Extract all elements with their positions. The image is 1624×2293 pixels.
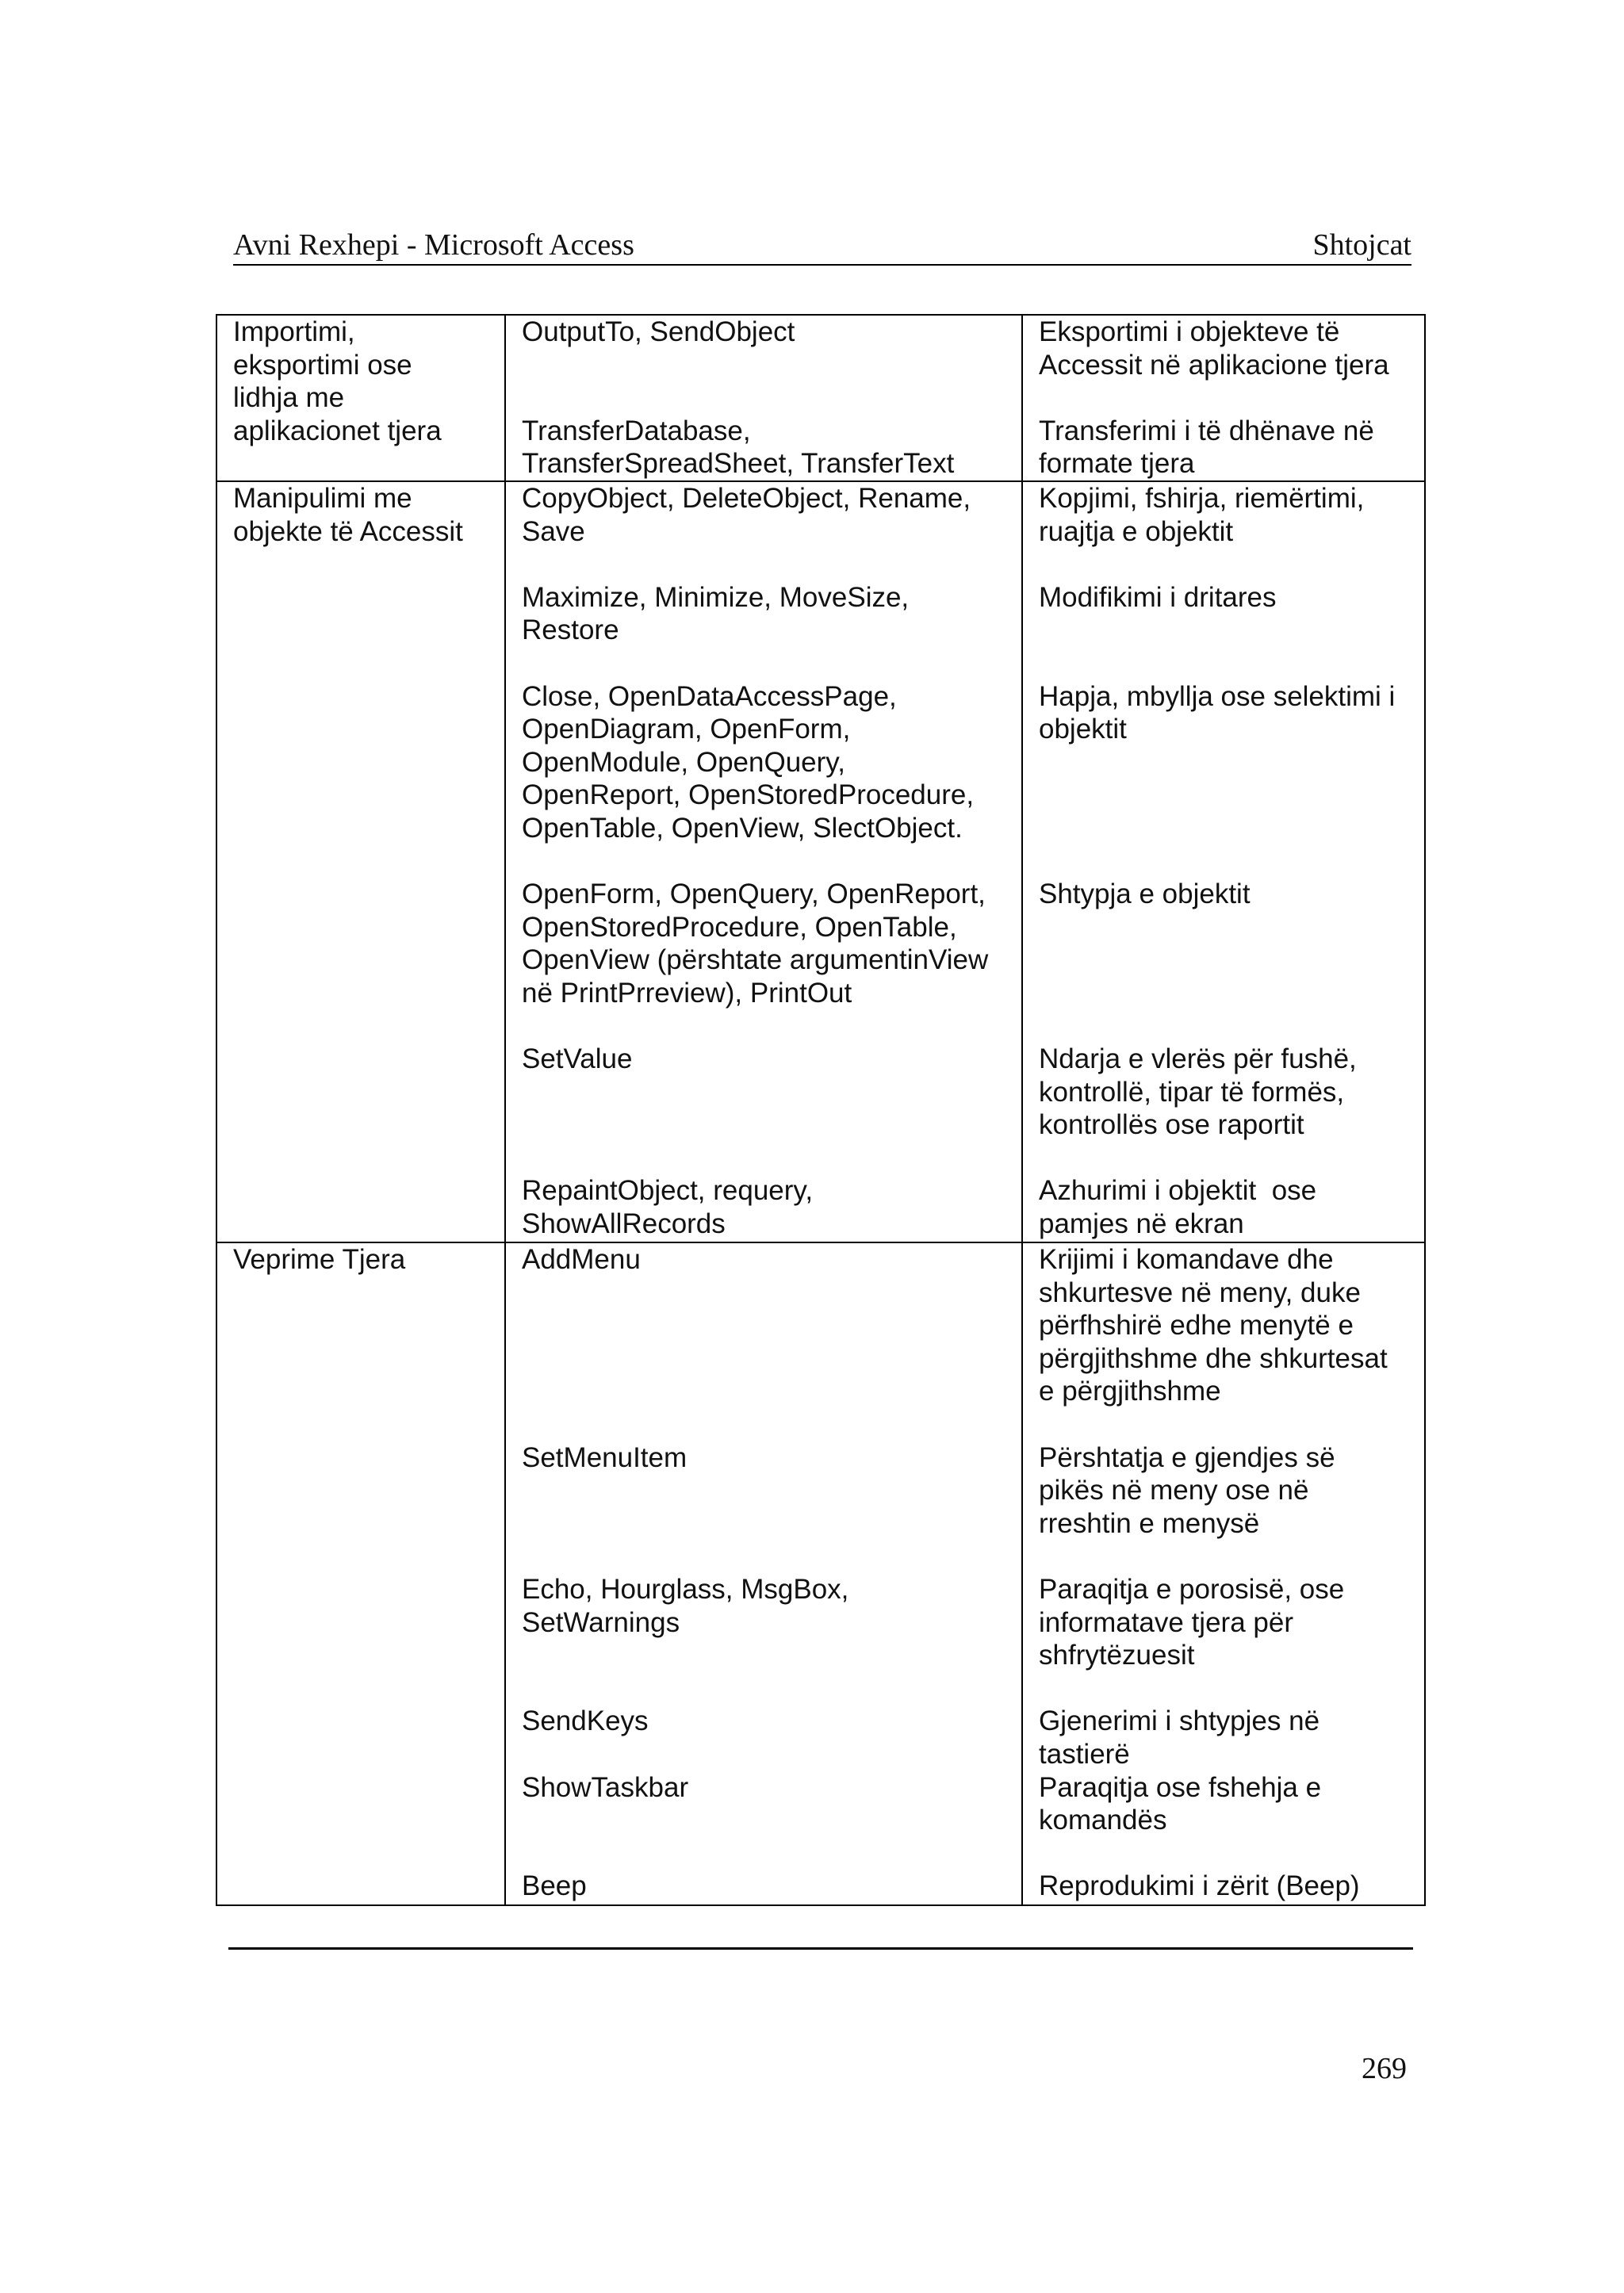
cell-line: OpenStoredProcedure, OpenTable, bbox=[522, 911, 957, 943]
cell-line bbox=[1039, 944, 1408, 977]
cell-line: ruajtja e objektit bbox=[1039, 515, 1234, 547]
cell-line: Krijimi i komandave dhe bbox=[1039, 1244, 1334, 1275]
cell-line: shkurtesve në meny, duke bbox=[1039, 1277, 1361, 1308]
cell-line bbox=[1039, 647, 1408, 680]
header-rule bbox=[233, 264, 1411, 266]
cell-line: Hapja, mbyllja ose selektimi i bbox=[1039, 680, 1396, 712]
category-cell bbox=[216, 481, 505, 1242]
cell-line bbox=[1039, 614, 1408, 647]
cell-line bbox=[1039, 911, 1408, 944]
table-row bbox=[216, 315, 1425, 481]
macro-actions-table bbox=[216, 314, 1426, 1906]
cell-line bbox=[522, 1738, 1005, 1771]
cell-line bbox=[522, 1309, 1005, 1342]
cell-line bbox=[522, 1837, 1005, 1870]
cell-line bbox=[1039, 746, 1408, 779]
cell-line bbox=[522, 1277, 1005, 1310]
cell-line bbox=[522, 1010, 1005, 1043]
cell-line: OpenForm, OpenQuery, OpenReport, bbox=[522, 879, 986, 910]
cell-line bbox=[522, 1639, 1005, 1672]
cell-line: SendKeys bbox=[522, 1705, 649, 1737]
cell-line: Accessit në aplikacione tjera bbox=[1039, 349, 1389, 381]
cell-line: shfrytëzuesit bbox=[1039, 1640, 1195, 1671]
cell-line: në PrintPrreview), PrintOut bbox=[522, 977, 852, 1009]
cell-line bbox=[1039, 381, 1408, 415]
cell-line: SetMenuItem bbox=[522, 1441, 688, 1473]
cell-line bbox=[522, 647, 1005, 680]
cell-line: TransferDatabase, bbox=[522, 415, 751, 446]
cell-line bbox=[1039, 1540, 1408, 1573]
cell-line bbox=[522, 1474, 1005, 1507]
header-author-title: Avni Rexhepi - Microsoft Access bbox=[233, 228, 634, 262]
cell-line: rreshtin e menysë bbox=[1039, 1507, 1260, 1539]
cell-line bbox=[522, 1672, 1005, 1705]
cell-line: pikës në meny ose në bbox=[1039, 1475, 1309, 1506]
cell-line: Importimi, bbox=[233, 316, 355, 347]
header-section: Shtojcat bbox=[1312, 228, 1411, 262]
cell-line bbox=[522, 548, 1005, 581]
cell-line: Restore bbox=[522, 614, 619, 646]
cell-line: eksportimi ose bbox=[233, 349, 412, 381]
cell-line bbox=[522, 1142, 1005, 1175]
category-cell bbox=[216, 1242, 505, 1905]
page-number: 269 bbox=[1362, 2052, 1407, 2085]
cell-line bbox=[522, 1804, 1005, 1837]
cell-line: Close, OpenDataAccessPage, bbox=[522, 680, 897, 712]
cell-line: informatave tjera për bbox=[1039, 1606, 1293, 1638]
cell-line bbox=[522, 1076, 1005, 1109]
cell-line: Gjenerimi i shtypjes në bbox=[1039, 1705, 1320, 1737]
description-cell bbox=[1022, 481, 1425, 1242]
cell-line bbox=[1039, 1010, 1408, 1043]
cell-line bbox=[1039, 1408, 1408, 1441]
cell-line: Veprime Tjera bbox=[233, 1244, 406, 1275]
cell-line: OpenDiagram, OpenForm, bbox=[522, 714, 851, 745]
cell-line: objekte të Accessit bbox=[233, 515, 463, 547]
cell-line: OutputTo, SendObject bbox=[522, 316, 795, 347]
cell-line: SetValue bbox=[522, 1043, 633, 1075]
cell-line: kontrollës ose raportit bbox=[1039, 1109, 1304, 1141]
cell-line: TransferSpreadSheet, TransferText bbox=[522, 448, 955, 480]
cell-line bbox=[522, 349, 1005, 382]
cell-line: Manipulimi me bbox=[233, 483, 412, 514]
cell-line: ShowAllRecords bbox=[522, 1208, 726, 1240]
cell-line: Modifikimi i dritares bbox=[1039, 581, 1277, 613]
cell-line: kontrollë, tipar të formës, bbox=[1039, 1076, 1345, 1108]
cell-line: Shtypja e objektit bbox=[1039, 879, 1251, 910]
cell-line bbox=[1039, 845, 1408, 879]
cell-line: Echo, Hourglass, MsgBox, bbox=[522, 1573, 849, 1605]
cell-line: Paraqitja e porosisë, ose bbox=[1039, 1573, 1345, 1605]
table-row bbox=[216, 1242, 1425, 1905]
footer-rule bbox=[228, 1947, 1413, 1950]
cell-line: Beep bbox=[522, 1870, 587, 1902]
cell-line bbox=[1039, 812, 1408, 845]
cell-line bbox=[1039, 1142, 1408, 1175]
cell-line bbox=[1039, 548, 1408, 581]
cell-line: SetWarnings bbox=[522, 1606, 680, 1638]
actions-cell bbox=[505, 315, 1022, 481]
description-cell bbox=[1022, 1242, 1425, 1905]
running-header bbox=[233, 225, 1411, 265]
cell-line: Eksportimi i objekteve të bbox=[1039, 316, 1340, 347]
cell-line: AddMenu bbox=[522, 1244, 641, 1275]
table-row bbox=[216, 481, 1425, 1242]
cell-line bbox=[1039, 779, 1408, 812]
cell-line: OpenView (përshtate argumentinView bbox=[522, 944, 989, 976]
cell-line: lidhja me bbox=[233, 382, 345, 414]
cell-line: Përshtatja e gjendjes së bbox=[1039, 1441, 1335, 1473]
description-cell bbox=[1022, 315, 1425, 481]
cell-line: Transferimi i të dhënave në bbox=[1039, 415, 1374, 446]
cell-line bbox=[522, 1408, 1005, 1441]
cell-line: pamjes në ekran bbox=[1039, 1208, 1244, 1240]
cell-line: Save bbox=[522, 515, 585, 547]
cell-line: komandës bbox=[1039, 1805, 1167, 1836]
cell-line: Maximize, Minimize, MoveSize, bbox=[522, 581, 910, 613]
cell-line: aplikacionet tjera bbox=[233, 415, 442, 446]
cell-line: përgjithshme dhe shkurtesat bbox=[1039, 1342, 1388, 1374]
cell-line bbox=[1039, 1672, 1408, 1705]
cell-line: Paraqitja ose fshehja e bbox=[1039, 1771, 1322, 1803]
cell-line: ShowTaskbar bbox=[522, 1771, 689, 1803]
cell-line bbox=[522, 1342, 1005, 1376]
actions-cell bbox=[505, 1242, 1022, 1905]
cell-line: OpenTable, OpenView, SlectObject. bbox=[522, 812, 963, 844]
cell-line bbox=[522, 1540, 1005, 1573]
cell-line: formate tjera bbox=[1039, 448, 1195, 480]
cell-line: Kopjimi, fshirja, riemërtimi, bbox=[1039, 483, 1365, 514]
actions-cell bbox=[505, 481, 1022, 1242]
cell-line: Ndarja e vlerës për fushë, bbox=[1039, 1043, 1357, 1075]
cell-line: objektit bbox=[1039, 714, 1127, 745]
cell-line: Reprodukimi i zërit (Beep) bbox=[1039, 1870, 1360, 1902]
cell-line bbox=[1039, 1837, 1408, 1870]
cell-line: përfhshirë edhe menytë e bbox=[1039, 1310, 1354, 1342]
cell-line: RepaintObject, requery, bbox=[522, 1175, 814, 1207]
cell-line: e përgjithshme bbox=[1039, 1376, 1221, 1407]
cell-line bbox=[1039, 977, 1408, 1010]
cell-line: OpenModule, OpenQuery, bbox=[522, 746, 845, 778]
cell-line: Azhurimi i objektit ose bbox=[1039, 1175, 1317, 1207]
cell-line bbox=[522, 845, 1005, 879]
cell-line bbox=[522, 1375, 1005, 1408]
cell-line: CopyObject, DeleteObject, Rename, bbox=[522, 483, 971, 514]
category-cell bbox=[216, 315, 505, 481]
cell-line bbox=[522, 381, 1005, 415]
cell-line: tastierë bbox=[1039, 1738, 1130, 1770]
cell-line bbox=[522, 1507, 1005, 1541]
cell-line bbox=[522, 1108, 1005, 1142]
cell-line: OpenReport, OpenStoredProcedure, bbox=[522, 779, 975, 811]
